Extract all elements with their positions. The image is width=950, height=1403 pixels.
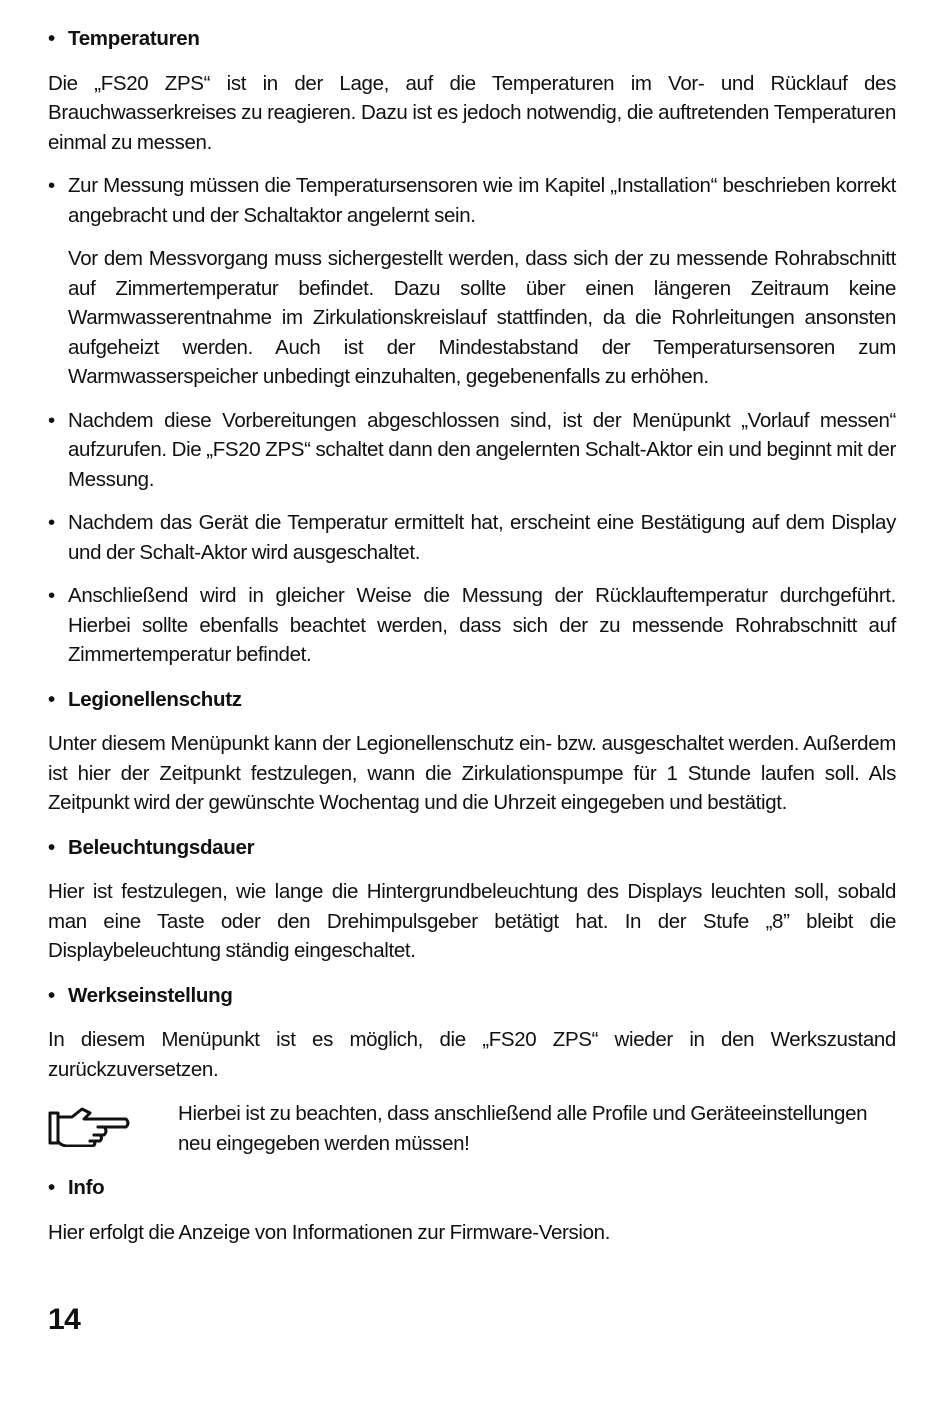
section-heading-beleuchtungsdauer [48, 833, 896, 863]
list-item [48, 581, 896, 670]
bullet-mark: • [48, 511, 56, 534]
heading-text: Info [68, 1176, 105, 1199]
list-item [48, 171, 896, 230]
bullet-mark: • [48, 174, 56, 197]
list-item-text: Nachdem das Gerät die Temperatur ermittelt hat, erscheint eine Bestätigung auf dem Display und der Schalt-Aktor wird ausgeschaltet. [68, 511, 896, 564]
bullet-mark: • [48, 983, 55, 1007]
section-heading-temperaturen [48, 24, 896, 54]
page-number: 14 [48, 1303, 81, 1336]
bullet-mark: • [48, 584, 56, 607]
list-item-continuation: Vor dem Messvorgang muss sichergestellt werden, dass sich der zu messende Rohrabschnitt auf Zimmertemperatur befindet. Dazu sollte über einen längeren Zeitraum keine Warmwasserentnahme im Zirkulationskreislauf stattfinden, da die Rohrleitungen ansonsten aufgeheizt werden. Auch ist der Mindestabstand der Temperatursensoren zum Warmwasserspeicher unbedingt einzuhalten, gegebenenfalls zu erhöhen. [68, 247, 896, 388]
list-item [48, 508, 896, 567]
bullet-mark: • [48, 835, 55, 859]
note-box [48, 1099, 896, 1158]
legionellenschutz-text: Unter diesem Menüpunkt kann der Legionellenschutz ein- bzw. ausgeschaltet werden. Außerdem ist hier der Zeitpunkt festzulegen, wann die Zirkulationspumpe für 1 Stunde laufen soll. Als Zeitpunkt wird der gewünschte Wochentag und die Uhrzeit eingegeben und bestätigt. [48, 732, 896, 814]
pointing-hand-icon [48, 1105, 130, 1147]
list-item-text: Nachdem diese Vorbereitungen abgeschlossen sind, ist der Menüpunkt „Vorlauf messen“ aufzurufen. Die „FS20 ZPS“ schaltet dann den angelernten Schalt-Aktor ein und beginnt mit der Messung. [68, 408, 896, 491]
list-item [48, 406, 896, 495]
bullet-mark: • [48, 27, 55, 50]
beleuchtungsdauer-text: Hier ist festzulegen, wie lange die Hintergrundbeleuchtung des Displays leuchten soll, sobald man eine Taste oder den Drehimpulsgeber betätigt hat. In der Stufe „8” bleibt die Displaybeleuchtung ständig eingeschaltet. [48, 880, 896, 962]
werkseinstellung-text: In diesem Menüpunkt ist es möglich, die „FS20 ZPS“ wieder in den Werkszustand zurückzuversetzen. [48, 1028, 896, 1081]
temperaturen-intro: Die „FS20 ZPS“ ist in der Lage, auf die Temperaturen im Vor- und Rücklauf des Brauchwasserkreises zu reagieren. Dazu ist es jedoch notwendig, die auftretenden Temperaturen einmal zu messen. [48, 71, 896, 154]
section-heading-werkseinstellung [48, 981, 896, 1011]
list-item-text: Zur Messung müssen die Temperatursensoren wie im Kapitel „Installation“ beschrieben korrekt angebracht und der Schaltaktor angelernt sein. [68, 174, 896, 227]
heading-text: Temperaturen [68, 27, 200, 50]
manual-page [48, 24, 896, 1247]
heading-text: Beleuchtungsdauer [68, 835, 255, 859]
bullet-mark: • [48, 1176, 55, 1199]
bullet-mark: • [48, 687, 55, 711]
section-heading-info [48, 1173, 896, 1203]
info-text: Hier erfolgt die Anzeige von Informationen zur Firmware-Version. [48, 1220, 611, 1244]
list-item-text: Anschließend wird in gleicher Weise die Messung der Rücklauftemperatur durchgeführt. Hierbei sollte ebenfalls beachtet werden, dass sich der zu messende Rohrabschnitt auf Zimmertemperatur befindet. [68, 584, 896, 666]
heading-text: Legionellenschutz [68, 687, 242, 711]
section-heading-legionellenschutz [48, 685, 896, 715]
note-text: Hierbei ist zu beachten, dass anschließend alle Profile und Geräteeinstellungen neu eingegeben werden müssen! [178, 1102, 868, 1155]
heading-text: Werkseinstellung [68, 983, 233, 1007]
bullet-mark: • [48, 408, 56, 432]
